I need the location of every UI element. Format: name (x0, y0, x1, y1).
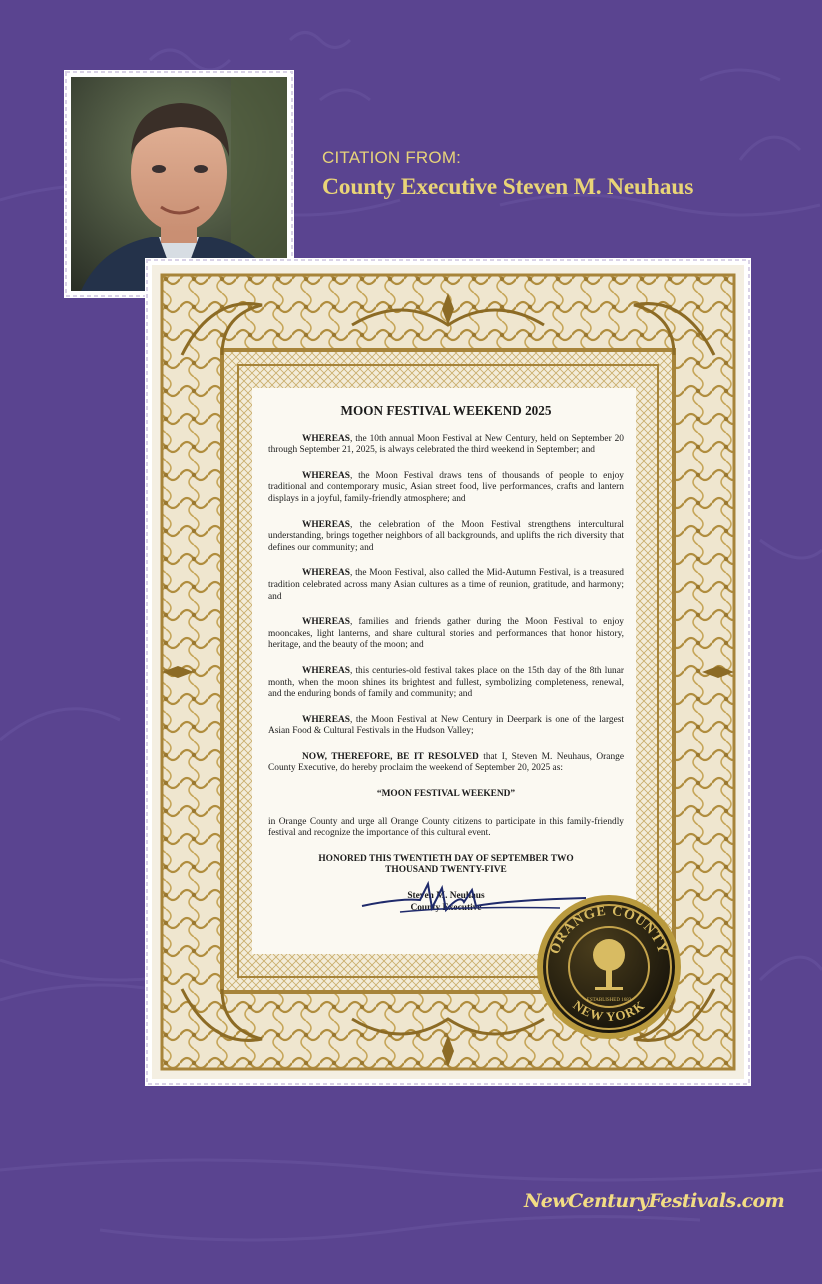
whereas-lead: WHEREAS (302, 433, 350, 444)
honored-line: HONORED THIS TWENTIETH DAY OF SEPTEMBER TWO (318, 853, 574, 864)
whereas-paragraph (268, 434, 624, 457)
whereas-lead: WHEREAS (302, 470, 350, 481)
county-seal-icon (535, 893, 683, 1041)
seal-top-text: ORANGE COUNTY (547, 903, 671, 957)
whereas-paragraph (268, 471, 624, 506)
whereas-text: , the celebration of the Moon Festival strengthens intercultural understanding, brings together neighbors of all backgrounds, and uplifts the rich diversity that defines our community; and (268, 519, 624, 553)
whereas-lead: WHEREAS (302, 665, 350, 676)
whereas-text: , the Moon Festival at New Century in Deerpark is one of the largest Asian Food & Cultural Festivals in the Hudson Valley; (268, 714, 624, 737)
proclaimed-name: “MOON FESTIVAL WEEKEND” (376, 789, 516, 800)
whereas-paragraph (268, 617, 624, 652)
whereas-text: , the Moon Festival, also called the Mid-Autumn Festival, is a treasured tradition celebrated across many Asian cultures as a time of reunion, gratitude, and harmony; and (268, 568, 624, 602)
whereas-lead: WHEREAS (302, 519, 350, 530)
whereas-text: , the 10th annual Moon Festival at New Century, held on September 20 through September 21, 2025, is always celebrated the third weekend in September; and (268, 433, 624, 456)
signer-name: Steven M. Neuhaus (407, 891, 485, 902)
resolved-lead: NOW, THEREFORE, BE IT RESOLVED (302, 751, 479, 762)
honored-line: THOUSAND TWENTY-FIVE (385, 865, 507, 876)
resolved-paragraph (268, 752, 624, 775)
whereas-lead: WHEREAS (302, 617, 350, 628)
whereas-lead: WHEREAS (302, 568, 350, 579)
whereas-text: , the Moon Festival draws tens of thousands of people to enjoy traditional and contemporary music, Asian street food, live performances, crafts and lantern displays in a joyful, family-friendly atmosphere; and (268, 470, 624, 504)
seal-year-text: ESTABLISHED 1683 (586, 998, 632, 1003)
closing-paragraph: in Orange County and urge all Orange County citizens to participate in this family-friendly festival and recognize the importance of this cultural event. (268, 816, 624, 839)
whereas-paragraph (268, 520, 624, 555)
whereas-lead: WHEREAS (302, 714, 350, 725)
signer-title: County Executive (410, 902, 482, 913)
whereas-paragraph (268, 715, 624, 738)
proclamation-title: MOON FESTIVAL WEEKEND 2025 (340, 403, 552, 418)
whereas-paragraph (268, 568, 624, 603)
citation-name-heading: County Executive Steven M. Neuhaus (322, 174, 694, 200)
resolved-text: that I, Steven M. Neuhaus, Orange County Executive, do hereby proclaim the weekend of September 20, 2025 as: (268, 751, 624, 774)
proclamation-document (268, 398, 624, 914)
whereas-text: , families and friends gather during the Moon Festival to enjoy mooncakes, light lanterns, and share cultural stories and performances that honor history, heritage, and the beauty of the moon; and (268, 617, 624, 651)
seal-bottom-text: NEW YORK (570, 997, 648, 1025)
whereas-text: , this centuries-old festival takes place on the 15th day of the 8th lunar month, when the moon shines its brightest and fullest, symbolizing completeness, renewal, and the enduring bonds of family and community; and (268, 665, 624, 700)
website-link[interactable]: NewCenturyFestivals.com (524, 1190, 785, 1212)
citation-from-label: CITATION FROM: (322, 148, 462, 167)
whereas-paragraph (268, 666, 624, 701)
